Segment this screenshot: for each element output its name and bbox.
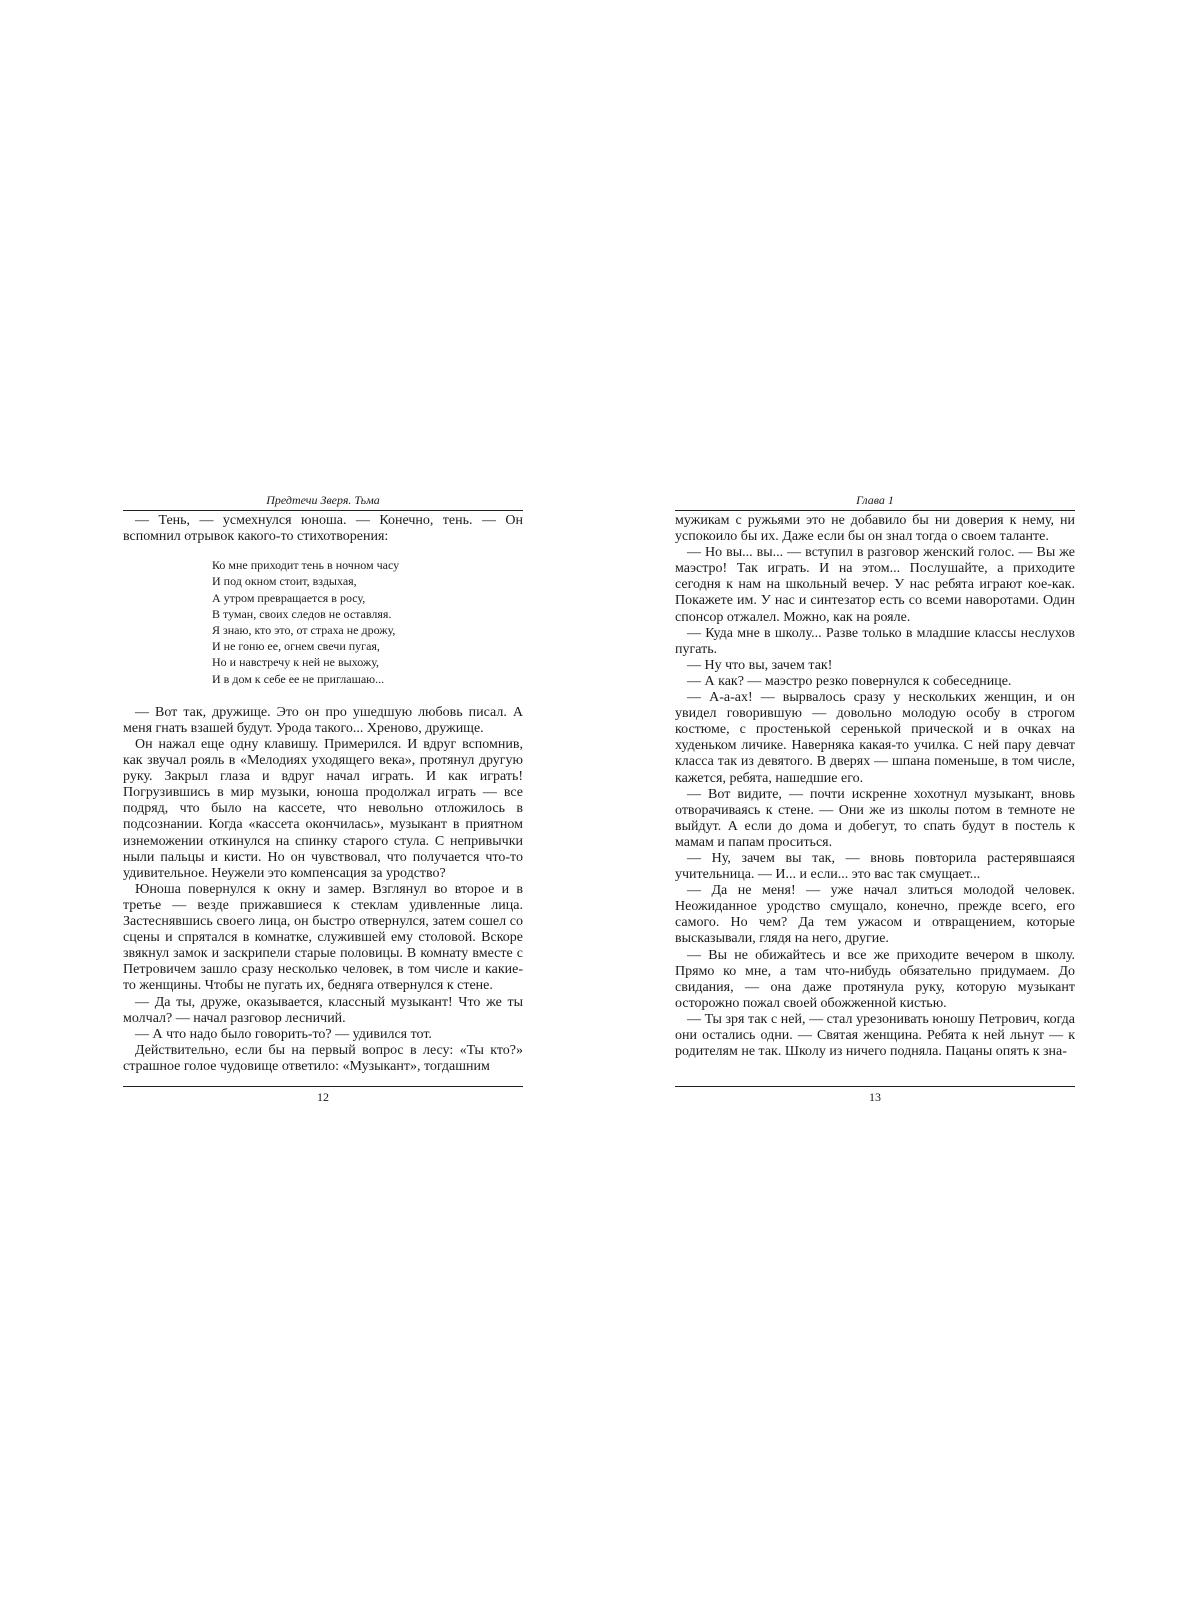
poem-line: Я знаю, кто это, от страха не дрожу, <box>212 623 396 637</box>
right-paragraph: — Да не меня! — уже начал злиться молодой человек. Неожиданное уродство смущало, конечно, прежде всего, его самого. Но чем? Да тем ужасом и отвращением, которые высказывали, глядя на него, другие. <box>675 883 1075 947</box>
right-paragraph: — Вы не обижайтесь и все же приходите вечером в школу. Прямо ко мне, а там что-нибудь обязательно придумаем. До свидания, — она даже протянула руку, которую музыкант осторожно пожал своей обожженной кистью. <box>675 947 1075 1011</box>
left-paragraph: Он нажал еще одну клавишу. Примерился. И вдруг вспомнив, как звучал рояль в «Мелодиях уходящего века», протянул другую руку. Закрыл глаза и вдруг начал играть. И как играть! Погрузившись в мир музыки, юноша продолжал играть — все подряд, что было на кассете, что невольно отложилось в подсознании. Когда «кассета окончилась», музыкант в приятном изнеможении откинулся на спинку старого стула. С непривычки ныли пальцы и кисти. Но он чувствовал, что получается что-то удивительное. Неужели это компенсация за уродство? <box>123 737 523 881</box>
right-paragraph: — Ты зря так с ней, — стал урезонивать юношу Петрович, когда они остались одни. — Святая женщина. Ребята к ней льнут — к родителям не так. Школу из ничего подняла. Пацаны опять к зна- <box>675 1011 1075 1060</box>
right-body-text <box>675 511 1075 1086</box>
poem-line: И в дом к себе ее не приглашаю... <box>212 671 385 686</box>
poem-line: Но и навстречу к ней не выхожу, <box>212 655 380 670</box>
poem-line: В туман, своих следов не оставляя. <box>212 606 392 621</box>
right-continued-text: мужикам с ружьями это не добавило бы ни доверия к нему, ни успокоило бы их. Даже если бы он знал тогда о своем таланте. <box>675 513 1075 545</box>
right-paragraph: — Но вы... вы... — вступил в разговор женский голос. — Вы же маэстро! Так играть. И на этом... Послушайте, а приходите сегодня к нам на школьный вечер. У нас ребята играют кое-как. Покажете им. У нас и синтезатор есть со всеми наворотами. Один спонсор отжалел. Можно, как на рояле. <box>675 545 1075 625</box>
right-page <box>675 490 1075 1106</box>
left-paragraph: Юноша повернулся к окну и замер. Взглянул во второе и в третье — везде прижавшиеся к стеклам удивленные лица. Застеснявшись своего лица, он быстро отвернулся, затем сошел со сцены и спрятался в комнатке, служившей ему столовой. Вскоре звякнул замок и заскрипели старые половицы. В комнату вместе с Петровичем зашло сразу несколько человек, в том числе и какие-то женщины. Чтобы не пугать их, бедняга отвернулся к стене. <box>123 881 523 994</box>
left-paragraph: — А что надо было говорить-то? — удивился тот. <box>135 1026 432 1042</box>
left-running-head: Предтечи Зверя. Тьма <box>266 493 380 507</box>
left-opening-paragraph: — Тень, — усмехнулся юноша. — Конечно, тень. — Он вспомнил отрывок какого-то стихотворения: <box>123 513 523 545</box>
right-paragraph: — А как? — маэстро резко повернулся к собеседнице. <box>687 673 1012 689</box>
left-paragraph: — Да ты, друже, оказывается, классный музыкант! Что же ты молчал? — начал разговор лесничий. <box>123 994 523 1026</box>
right-paragraph: — Вот видите, — почти искренне хохотнул музыкант, вновь отворачиваясь к стене. — Они же из школы потом в темноте не выйдут. А если до дома и добегут, то спать будут в постель к мамам и папам проситься. <box>675 786 1075 850</box>
poem-line: И под окном стоит, вздыхая, <box>212 574 357 589</box>
poem <box>212 557 523 687</box>
poem-line: Ко мне приходит тень в ночном часу <box>212 558 400 573</box>
right-page-number: 13 <box>869 1090 881 1104</box>
left-paragraph: — Вот так, дружище. Это он про ушедшую любовь писал. А меня гнать взашей будут. Урода такого... Хреново, дружище. <box>123 704 523 736</box>
poem-line: А утром превращается в росу, <box>212 590 366 605</box>
right-running-head: Глава 1 <box>856 493 894 507</box>
poem-line: И не гоню ее, огнем свечи пугая, <box>212 639 380 654</box>
left-page-number: 12 <box>317 1090 329 1104</box>
right-paragraph: — А-а-ах! — вырвалось сразу у нескольких женщин, и он увидел говорившую — довольно молодую особу в строгом костюме, с простенькой серенькой прической и в очках на худеньком личике. Наверняка какая-то училка. С ней пару девчат класса так из девятого. В дверях — шпана поменьше, в том числе, кажется, ребята, нашедшие его. <box>675 690 1075 786</box>
left-paragraph: Действительно, если бы на первый вопрос в лесу: «Ты кто?» страшное голое чудовище ответило: «Музыкант», тогдашним <box>123 1042 523 1074</box>
right-paragraph: — Ну что вы, зачем так! <box>687 657 833 673</box>
right-paragraph: — Куда мне в школу... Разве только в младшие классы неслухов пугать. <box>675 625 1075 657</box>
left-body-text <box>123 511 523 1086</box>
right-paragraph: — Ну, зачем вы так, — вновь повторила растерявшаяся учительница. — И... и если... это вас так смущает... <box>675 850 1075 883</box>
left-page <box>123 490 523 1106</box>
